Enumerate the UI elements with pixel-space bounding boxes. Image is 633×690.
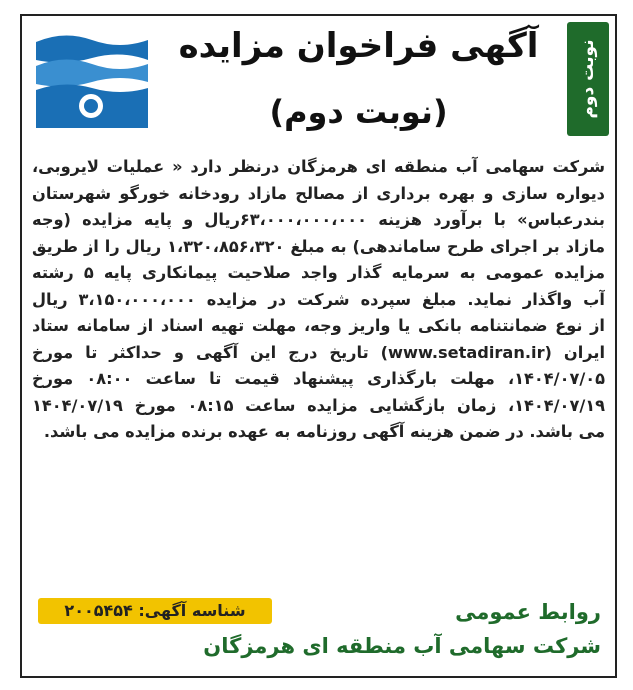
body-line: ۱۴۰۴/۰۷/۰۵، مهلت بارگذاری پیشنهاد قیمت تا ساعت ۰۸:۰۰ مورخ [32,369,605,388]
ad-title: آگهی فراخوان مزایده [178,26,539,66]
body-line: از نوع ضمانتنامه بانکی یا واریز وجه، مهلت تهیه اسناد از سامانه ستاد [32,316,605,335]
body-line: ۱۴۰۴/۰۷/۱۹، زمان بازگشایی مزایده ساعت ۰۸:۱۵ مورخ ۱۴۰۴/۰۷/۱۹ [32,395,605,415]
public-relations-label: روابط عمومی [455,600,601,624]
company-name: شرکت سهامی آب منطقه ای هرمزگان [203,634,601,658]
body-line: شرکت سهامی آب منطقه ای هرمزگان درنظر دارد « عملیات لایروبی، [32,157,605,176]
body-line: بندرعباس» با برآورد هزینه ۶۳،۰۰۰،۰۰۰،۰۰۰ریال و پایه مزایده (وجه [32,210,605,229]
body-line: مازاد بر اجرای طرح ساماندهی) به مبلغ ۱،۳۲۰،۸۵۶،۳۲۰ ریال را از طریق [32,236,605,256]
ad-id-badge: شناسه آگهی: ۲۰۰۵۴۵۴ [38,598,272,624]
body-line: می باشد. در ضمن هزینه آگهی روزنامه به عهده برنده مزایده می باشد. [43,422,605,441]
ad-header [22,16,615,144]
body-line: مزایده عمومی به سرمایه گذار واجد صلاحیت پیمانکاری پایه ۵ رشته [32,263,605,282]
round-badge [567,22,609,136]
ad-body [32,154,605,446]
body-line: ایران (www.setadiran.ir) تاریخ درج این آگهی و حداکثر تا مورخ [32,342,605,362]
body-line: دیواره سازی و بهره برداری از مصالح مازاد رودخانه خورگو شهرستان [32,183,605,203]
ad-frame [20,14,617,678]
body-line: آب واگذار نماید. مبلغ سپرده شرکت در مزایده ۳،۱۵۰،۰۰۰،۰۰۰ ریال [32,289,605,309]
water-company-logo [30,24,152,136]
round-badge-label: نوبت دوم [578,39,598,119]
ad-subtitle: (نوبت دوم) [269,93,448,131]
